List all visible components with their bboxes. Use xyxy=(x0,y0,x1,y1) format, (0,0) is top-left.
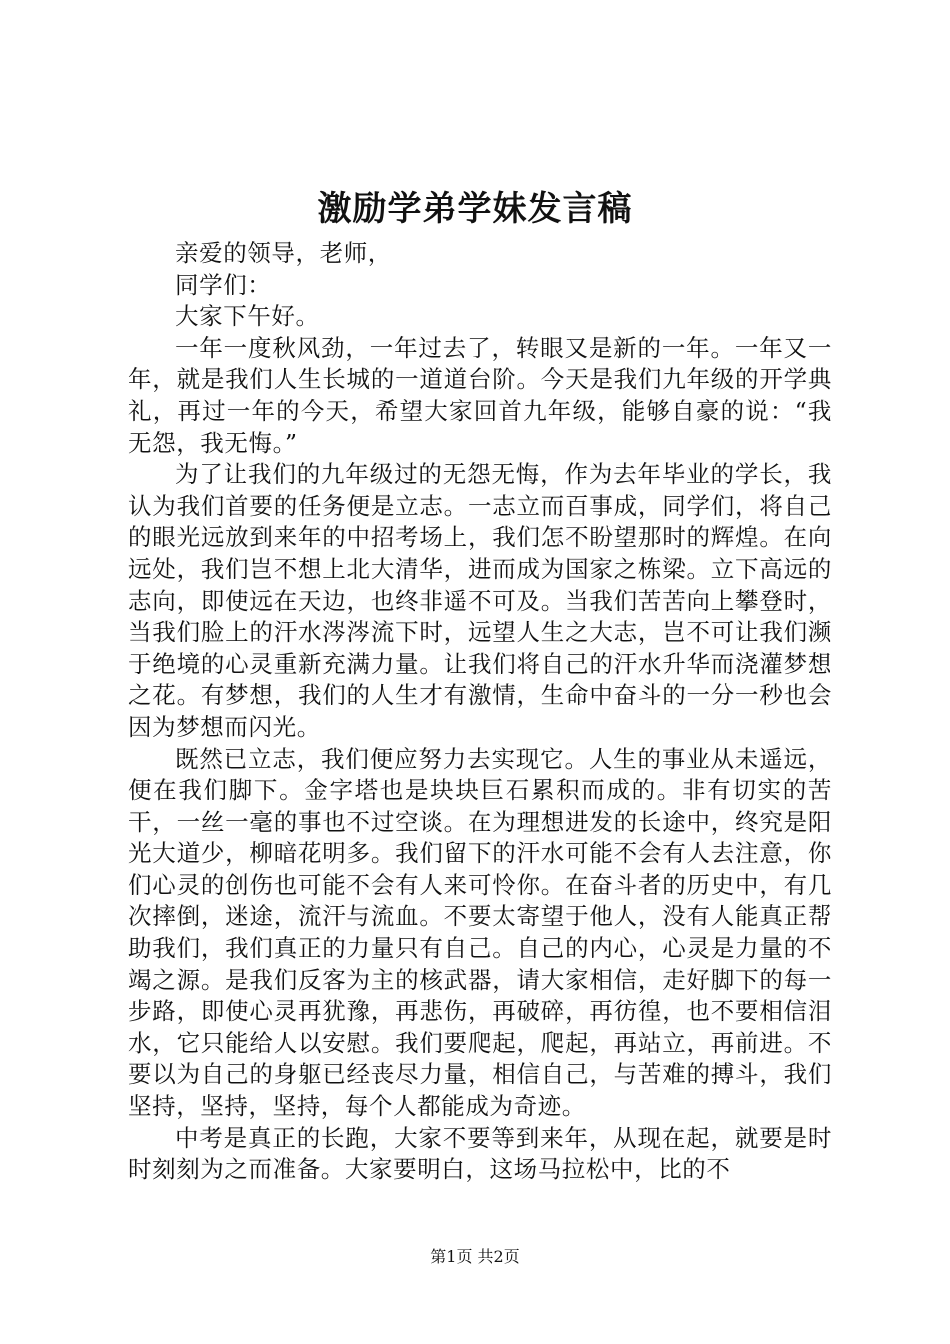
paragraph-effort: 既然已立志，我们便应努力去实现它。人生的事业从未遥远，便在我们脚下。金字塔也是块块巨石累积而成的。非有切实的苦干，一丝一毫的事也不过空谈。在为理想进发的长途中，终究是阳光大道少，柳暗花明多。我们留下的汗水可能不会有人去注意，你们心灵的创伤也可能不会有人来可怜你。在奋斗者的历史中，有几次摔倒，迷途，流汗与流血。不要太寄望于他人，没有人能真正帮助我们，我们真正的力量只有自己。自己的内心，心灵是力量的不竭之源。是我们反客为主的核武器，请大家相信，走好脚下的每一步路，即使心灵再犹豫，再悲伤，再破碎，再彷徨，也不要相信泪水，它只能给人以安慰。我们要爬起，爬起，再站立，再前进。不要以为自己的身躯已经丧尽力量，相信自己，与苦难的搏斗，我们坚持，坚持，坚持，每个人都能成为奇迹。 xyxy=(128,744,832,1121)
salutation-leaders: 亲爱的领导，老师， xyxy=(175,239,392,267)
greeting: 大家下午好。 xyxy=(175,302,320,331)
paragraph-ambition: 为了让我们的九年级过的无怨无悔，作为去年毕业的学长，我认为我们首要的任务便是立志。一志立而百事成，同学们，将自己的眼光远放到来年的中招考场上，我们怎不盼望那时的辉煌。在向远处，我们岂不想上北大清华，进而成为国家之栋梁。立下高远的志向，即使远在天边，也终非遥不可及。当我们苦苦向上攀登时，当我们脸上的汗水涔涔流下时，远望人生之大志，岂不可让我们濒于绝境的心灵重新充满力量。让我们将自己的汗水升华而浇灌梦想之花。有梦想，我们的人生才有激情，生命中奋斗的一分一秒也会因为梦想而闪光。 xyxy=(128,460,832,741)
paragraph-exam: 中考是真正的长跑，大家不要等到来年，从现在起，就要是时时刻刻为之而准备。大家要明白，这场马拉松中，比的不 xyxy=(128,1123,832,1184)
page-footer: 第1页 共2页 xyxy=(430,1247,520,1266)
document-body xyxy=(128,238,832,1186)
paragraph-intro: 一年一度秋风劲，一年过去了，转眼又是新的一年。一年又一年，就是我们人生长城的一道道台阶。今天是我们九年级的开学典礼，再过一年的今天，希望大家回首九年级，能够自豪的说：“我无怨，我无悔。” xyxy=(128,333,832,457)
salutation-students: 同学们： xyxy=(175,270,272,299)
document-title: 激励学弟学妹发言稿 xyxy=(317,189,633,229)
